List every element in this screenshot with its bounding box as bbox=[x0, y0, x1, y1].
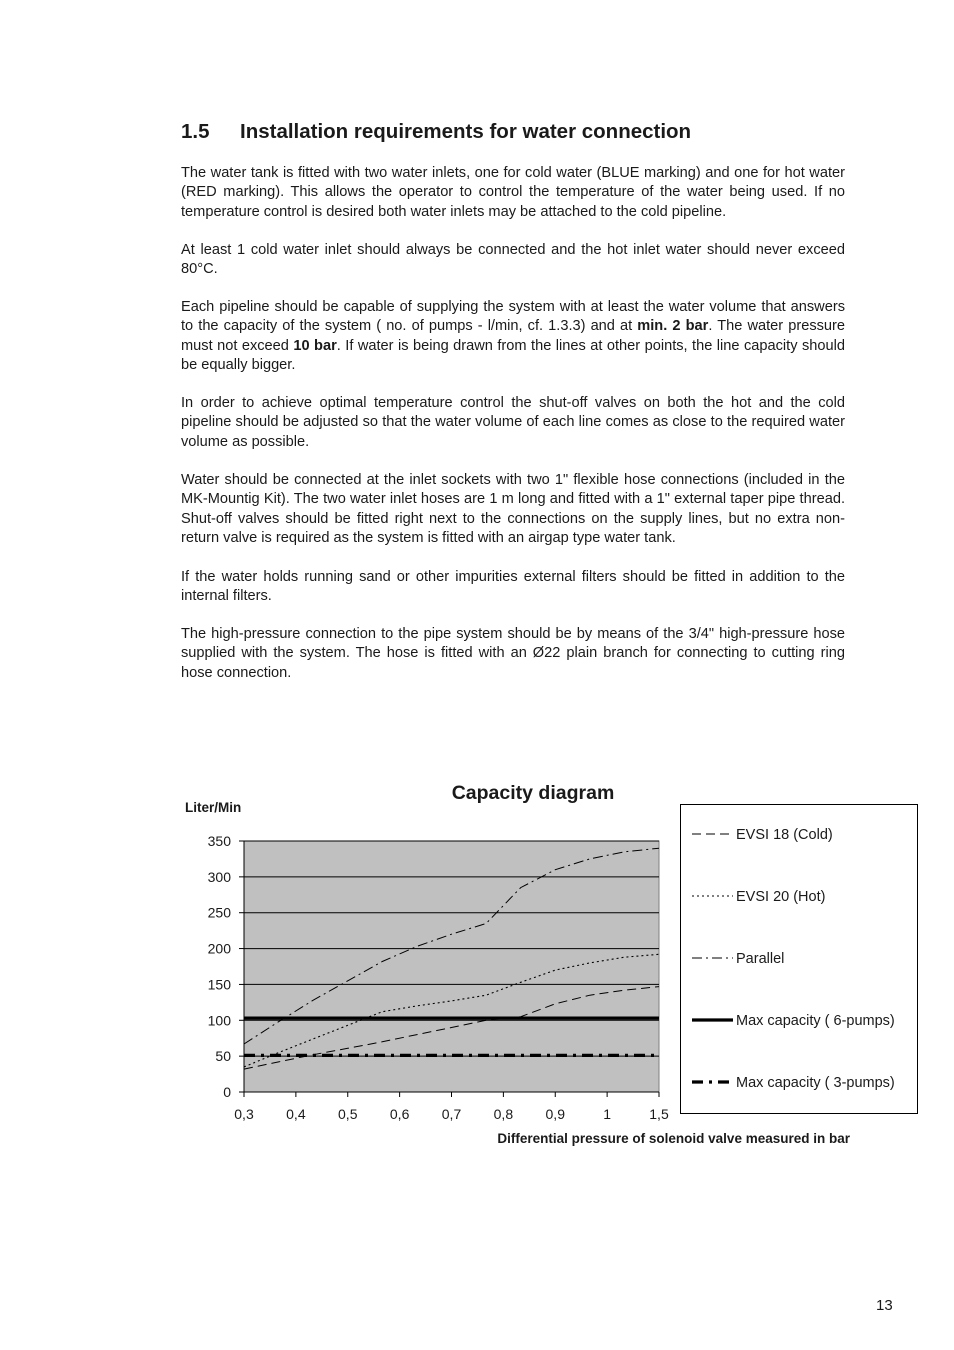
y-tick-label: 100 bbox=[207, 1012, 231, 1029]
y-tick-label: 200 bbox=[207, 940, 231, 957]
x-tick-label: 0,8 bbox=[493, 1106, 514, 1122]
x-axis-label: Differential pressure of solenoid valve measured in bar bbox=[497, 1131, 850, 1146]
text-run: In order to achieve optimal temperature control the shut-off valves on both the hot and the cold pipeline should be adjusted so that the water volume of each line comes as close to the required water volume as possible. bbox=[181, 395, 845, 450]
x-tick-label: 0,3 bbox=[234, 1106, 254, 1122]
x-tick-label: 0,4 bbox=[286, 1106, 306, 1122]
chart-title: Capacity diagram bbox=[451, 782, 615, 804]
section-title: Installation requirements for water connection bbox=[240, 120, 692, 143]
text-run: . The water pressure must not exceed bbox=[181, 318, 845, 354]
y-tick-label: 50 bbox=[215, 1048, 231, 1065]
x-tick-label: 0,5 bbox=[338, 1106, 358, 1122]
x-tick-label: 1,5 bbox=[649, 1106, 669, 1122]
y-tick-label: 300 bbox=[207, 868, 231, 885]
text-run: The water tank is fitted with two water inlets, one for cold water (BLUE marking) and one for hot water (RED marking). This allows the operator to control the temperature of the water being used. If no temperature control is desired both water inlets may be attached to the cold pipeline. bbox=[181, 165, 845, 220]
legend-label: EVSI 18 (Cold) bbox=[736, 827, 833, 843]
legend-box bbox=[681, 805, 918, 1114]
y-tick-label: 150 bbox=[207, 976, 231, 993]
legend-label: Max capacity ( 6-pumps) bbox=[736, 1013, 895, 1029]
x-tick-label: 0,9 bbox=[545, 1106, 565, 1122]
y-tick-label: 0 bbox=[223, 1084, 231, 1100]
text-run: If the water holds running sand or other impurities external filters should be fitted in addition to the internal filters. bbox=[181, 569, 845, 605]
text-run: The high-pressure connection to the pipe system should be by means of the 3/4" high-pressure hose supplied with the system. The hose is fitted with an Ø22 plain branch for connecting to cutting ring hose connection. bbox=[181, 626, 845, 681]
page-number: 13 bbox=[876, 1297, 893, 1314]
text-run: Water should be connected at the inlet sockets with two 1" flexible hose connections (included in the MK-Mountig Kit). The two water inlet hoses are 1 m long and fitted with a 1" external taper pipe thread. Shut-off valves should be fitted right next to the connections on the supply lines, but no extra non-return valve is required as the system is fitted with an airgap type water tank. bbox=[181, 472, 845, 547]
x-tick-label: 1 bbox=[603, 1106, 612, 1122]
text-run: Each pipeline should be capable of supplying the system with at least the water volume that answers to the capacity of the system ( no. of pumps - l/min, cf. 1.3.3) and at bbox=[181, 299, 845, 335]
bold-text: 10 bar bbox=[293, 337, 337, 354]
legend-label: Max capacity ( 3-pumps) bbox=[736, 1075, 895, 1091]
y-axis-label: Liter/Min bbox=[185, 800, 242, 815]
legend-label: EVSI 20 (Hot) bbox=[736, 889, 826, 905]
text-run: At least 1 cold water inlet should always be connected and the hot inlet water should never exceed 80°C. bbox=[181, 242, 845, 278]
text-run: . If water is being drawn from the lines at other points, the line capacity should be equally bigger. bbox=[181, 337, 845, 374]
legend-label: Parallel bbox=[736, 951, 785, 967]
x-tick-label: 0,7 bbox=[441, 1106, 462, 1122]
x-tick-label: 0,6 bbox=[389, 1106, 410, 1122]
y-tick-label: 250 bbox=[207, 904, 231, 921]
bold-text: min. 2 bar bbox=[637, 318, 709, 335]
section-number: 1.5 bbox=[181, 120, 210, 143]
y-tick-label: 350 bbox=[207, 833, 231, 849]
